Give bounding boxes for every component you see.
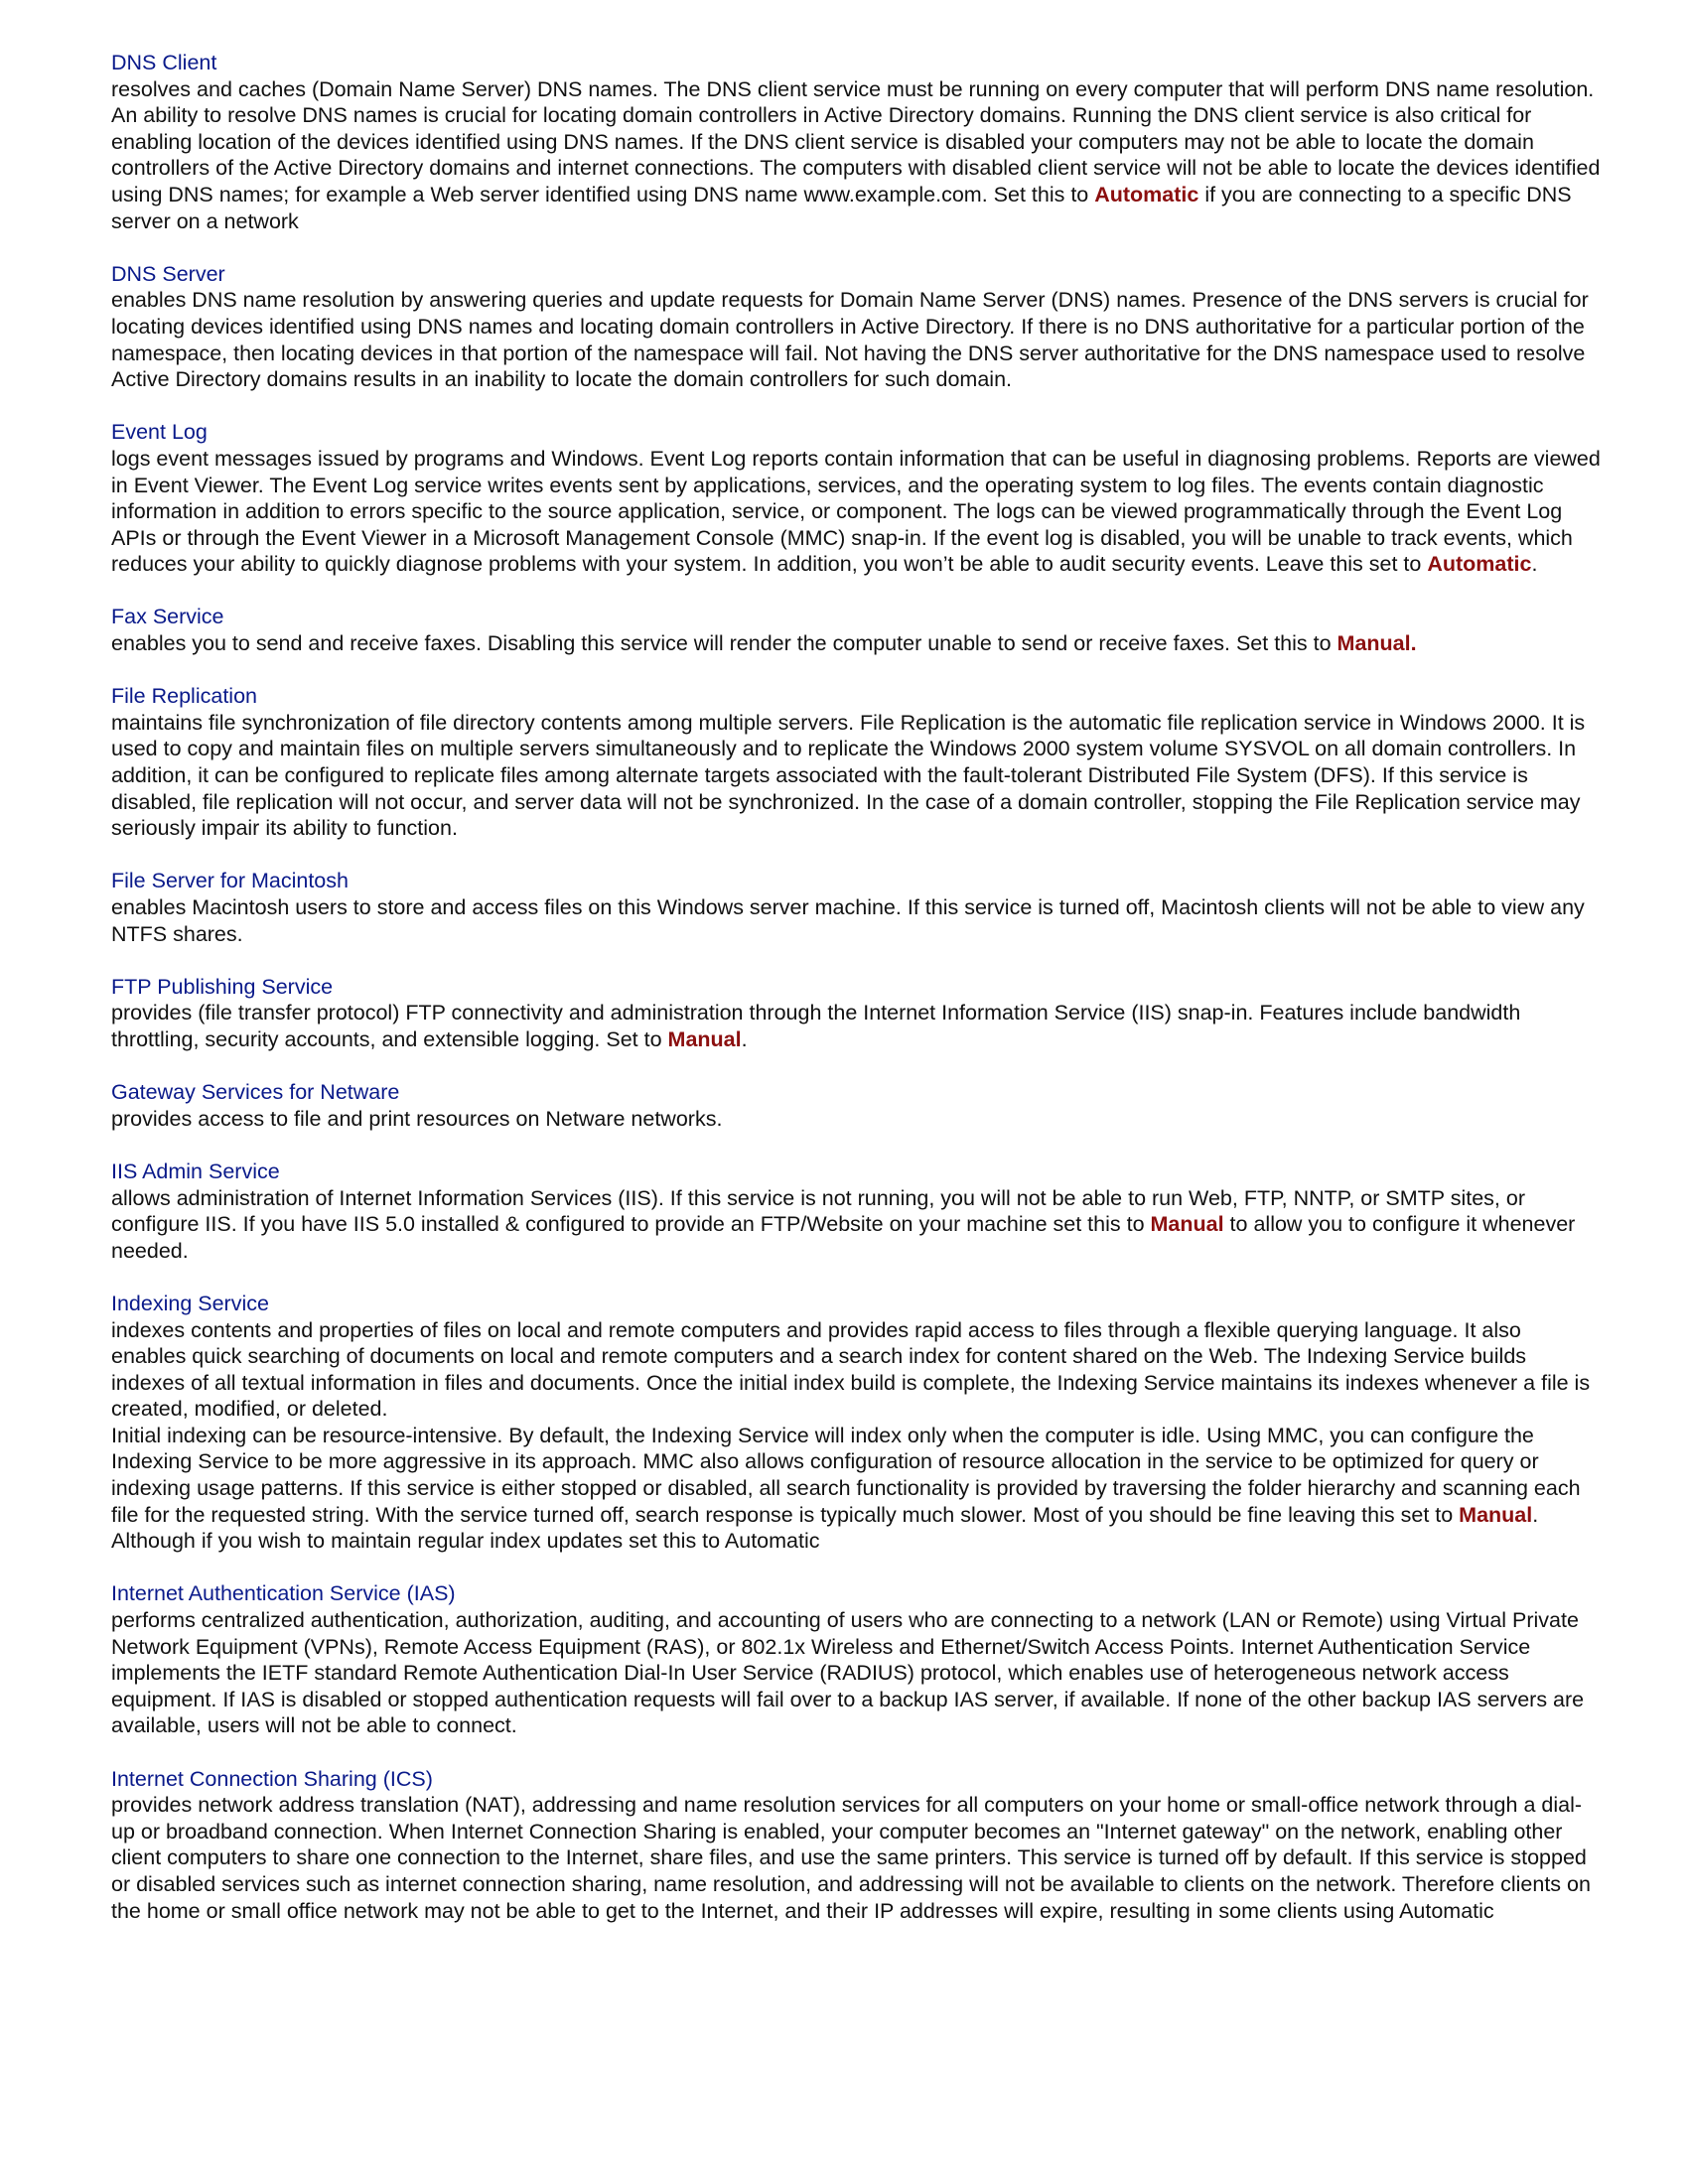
description-paragraph	[111, 1317, 1601, 1423]
service-entry-indexing-service	[111, 1291, 1601, 1555]
description-text: .	[1531, 552, 1538, 577]
service-entry-internet-connection-sharing-ics	[111, 1766, 1601, 1925]
service-entry-fax-service	[111, 604, 1601, 656]
service-description	[111, 446, 1601, 578]
description-paragraph	[111, 1106, 1601, 1133]
service-title: Gateway Services for Netware	[111, 1080, 400, 1105]
description-paragraph	[111, 1792, 1601, 1924]
description-text: . Although if you wish to maintain regular index updates set this to Automatic	[111, 1502, 1539, 1554]
service-title: File Server for Macintosh	[111, 869, 349, 893]
description-paragraph	[111, 287, 1601, 392]
service-entry-file-replication	[111, 683, 1601, 842]
recommended-setting: Manual	[1150, 1212, 1224, 1237]
description-text: allows administration of Internet Information Services (IIS). If this service is not running, you will not be able to run Web, FTP, NNTP, or SMTP sites, or configure IIS. If you have IIS 5.0 installed & configured to provide an FTP/Website on your machine set this to	[111, 1185, 1525, 1237]
description-paragraph	[111, 1607, 1601, 1739]
service-description	[111, 1000, 1601, 1052]
service-entry-event-log	[111, 419, 1601, 578]
service-title: IIS Admin Service	[111, 1159, 280, 1183]
service-description	[111, 630, 1601, 657]
description-text: provides (file transfer protocol) FTP connectivity and administration through the Internet Information Service (IIS) snap-in. Features include bandwidth throttling, security accounts, and extensible logging. Set to	[111, 1001, 1521, 1051]
description-paragraph	[111, 446, 1601, 578]
recommended-setting: Manual	[667, 1026, 742, 1051]
service-description	[111, 894, 1601, 947]
service-description	[111, 1607, 1601, 1739]
description-paragraph	[111, 1000, 1601, 1052]
service-title: DNS Server	[111, 261, 225, 286]
service-title: FTP Publishing Service	[111, 974, 334, 999]
description-text: enables Macintosh users to store and access files on this Windows server machine. If this service is turned off, Macintosh clients will not be able to view any NTFS shares.	[111, 895, 1585, 946]
service-title: File Replication	[111, 684, 257, 709]
description-text: logs event messages issued by programs and Windows. Event Log reports contain information that can be useful in diagnosing problems. Reports are viewed in Event Viewer. The Event Log service writes events sent by applications, services, and the operating system to log files. The events contain diagnostic information in addition to errors specific to the source application, service, or component. The logs can be viewed programmatically through the Event Log APIs or through the Event Viewer in a Microsoft Management Console (MMC) snap-in. If the event log is disabled, you will be unable to track events, which reduces your ability to quickly diagnose problems with your system. In addition, you won’t be able to audit security events. Leave this set to	[111, 446, 1601, 577]
service-description	[111, 287, 1601, 392]
description-paragraph	[111, 710, 1601, 842]
description-text: provides access to file and print resources on Netware networks.	[111, 1106, 723, 1131]
service-description	[111, 76, 1601, 235]
service-title: Fax Service	[111, 605, 224, 629]
service-entry-internet-authentication-service-ias	[111, 1580, 1601, 1739]
service-entry-dns-server	[111, 261, 1601, 393]
service-title: Internet Connection Sharing (ICS)	[111, 1766, 433, 1791]
description-text: indexes contents and properties of files on local and remote computers and provides rapid access to files through a flexible querying language. It also enables quick searching of documents on local and remote computers and a search index for content shared on the Web. The Indexing Service builds indexes of all textual information in files and documents. Once the initial index build is complete, the Indexing Service maintains its indexes whenever a file is created, modified, or deleted.	[111, 1317, 1591, 1422]
service-title: DNS Client	[111, 51, 217, 74]
description-text: enables DNS name resolution by answering queries and update requests for Domain Name Server (DNS) names. Presence of the DNS servers is crucial for locating devices identified using DNS names and locating domain controllers in Active Directory. If there is no DNS authoritative for a particular portion of the namespace, then locating devices in that portion of the namespace will fail. Not having the DNS server authoritative for the DNS namespace used to resolve Active Directory domains results in an inability to locate the domain controllers for such domain.	[111, 288, 1589, 392]
description-paragraph	[111, 1185, 1601, 1265]
recommended-setting: Automatic	[1427, 552, 1532, 577]
recommended-setting: Manual.	[1336, 631, 1417, 656]
document-page	[111, 50, 1601, 1951]
service-entry-file-server-for-macintosh	[111, 868, 1601, 947]
service-entry-gateway-services-for-netware	[111, 1079, 1601, 1132]
description-text: Initial indexing can be resource-intensive. By default, the Indexing Service will index only when the computer is idle. Using MMC, you can configure the Indexing Service to be more aggressive in its approach. MMC also allows configuration of resource allocation in the service to be optimized for query or indexing usage patterns. If this service is either stopped or disabled, all search functionality is provided by traversing the folder hierarchy and scanning each file for the requested string. With the service turned off, search response is typically much slower. Most of you should be fine leaving this set to	[111, 1423, 1581, 1527]
service-description	[111, 1792, 1601, 1924]
description-text: maintains file synchronization of file directory contents among multiple servers. File Replication is the automatic file replication service in Windows 2000. It is used to copy and maintain files on multiple servers simultaneously and to replicate the Windows 2000 system volume SYSVOL on all domain controllers. In addition, it can be configured to replicate files among alternate targets associated with the fault-tolerant Distributed File System (DFS). If this service is disabled, file replication will not occur, and server data will not be synchronized. In the case of a domain controller, stopping the File Replication service may seriously impair its ability to function.	[111, 710, 1586, 841]
service-title: Indexing Service	[111, 1291, 269, 1315]
description-text: performs centralized authentication, authorization, auditing, and accounting of users who are connecting to a network (LAN or Remote) using Virtual Private Network Equipment (VPNs), Remote Access Equipment (RAS), or 802.1x Wireless and Ethernet/Switch Access Points. Internet Authentication Service implements the IETF standard Remote Authentication Dial-In User Service (RADIUS) protocol, which enables use of heterogeneous network access equipment. If IAS is disabled or stopped authentication requests will fail over to a backup IAS server, if available. If none of the other backup IAS servers are available, users will not be able to connect.	[111, 1608, 1585, 1738]
service-description	[111, 1185, 1601, 1265]
description-text: provides network address translation (NAT), addressing and name resolution services for all computers on your home or small-office network through a dial-up or broadband connection. When Internet Connection Sharing is enabled, your computer becomes an "Internet gateway" on the network, enabling other client computers to share one connection to the Internet, share files, and use the same printers. This service is turned off by default. If this service is stopped or disabled services such as internet connection sharing, name resolution, and addressing will not be available to clients on the network. Therefore clients on the home or small office network may not be able to get to the Internet, and their IP addresses will expire, resulting in some clients using Automatic	[111, 1793, 1591, 1923]
description-text: if you are connecting to a specific DNS server on a network	[111, 182, 1572, 233]
service-description	[111, 1317, 1601, 1555]
description-paragraph	[111, 630, 1601, 657]
service-title: Event Log	[111, 420, 208, 445]
service-description	[111, 1106, 1601, 1133]
description-text: enables you to send and receive faxes. Disabling this service will render the computer unable to send or receive faxes. Set this to	[111, 631, 1337, 656]
description-paragraph	[111, 894, 1601, 947]
description-text: .	[741, 1026, 748, 1051]
service-description	[111, 710, 1601, 842]
service-entry-dns-client	[111, 50, 1601, 234]
description-paragraph	[111, 1423, 1601, 1555]
description-text: resolves and caches (Domain Name Server) DNS names. The DNS client service must be running on every computer that will perform DNS name resolution. An ability to resolve DNS names is crucial for locating domain controllers in Active Directory domains. Running the DNS client service is also critical for enabling location of the devices identified using DNS names. If the DNS client service is disabled your computers may not be able to locate the domain controllers of the Active Directory domains and internet connections. The computers with disabled client service will not be able to locate the devices identified using DNS names; for example a Web server identified using DNS name www.example.com. Set this to	[111, 76, 1601, 206]
description-text: to allow you to configure it whenever needed.	[111, 1212, 1576, 1263]
service-entry-iis-admin-service	[111, 1159, 1601, 1264]
service-entry-ftp-publishing-service	[111, 974, 1601, 1053]
recommended-setting: Automatic	[1094, 182, 1199, 206]
recommended-setting: Manual	[1459, 1502, 1533, 1527]
description-paragraph	[111, 76, 1601, 235]
service-title: Internet Authentication Service (IAS)	[111, 1581, 456, 1606]
